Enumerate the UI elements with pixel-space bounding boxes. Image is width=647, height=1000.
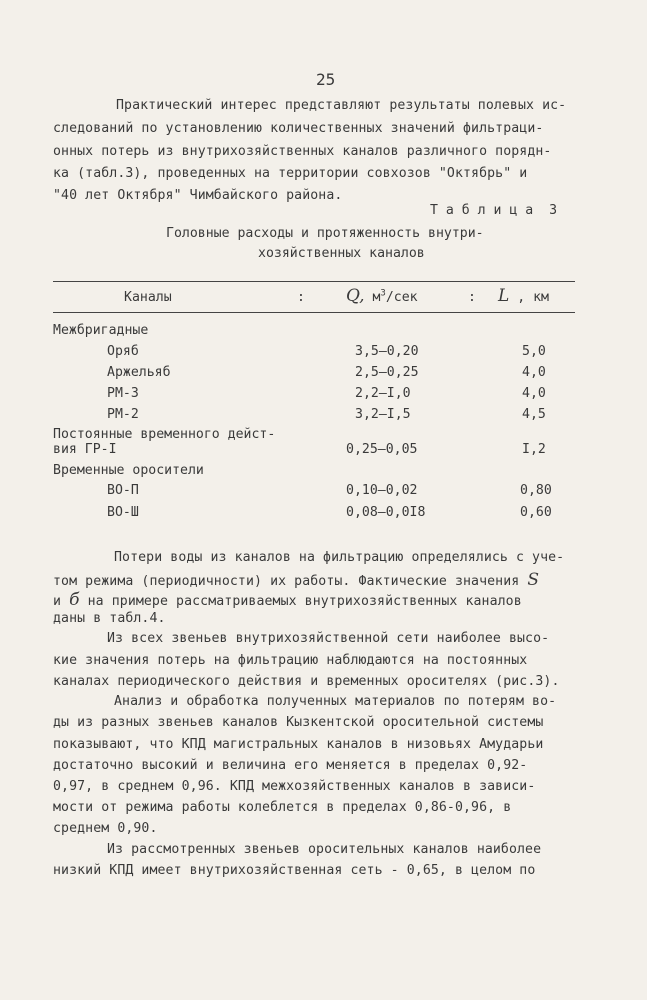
intro-line-3: онных потерь из внутрихозяйственных каналов различного порядн- [53,144,552,159]
table-row-l: 0,80 [520,483,552,498]
paragraph-line: том режима (периодичности) их работы. Фактические значения S [53,570,540,590]
table-row-q: 3,5–0,20 [355,344,419,359]
intro-line-1: Практический интерес представляют результаты полевых ис- [116,98,567,113]
paragraph-line: показывают, что КПД магистральных каналов в низовьях Амударьи [53,737,544,752]
table-row-name: РМ-2 [107,407,139,422]
paragraph-line: кие значения потерь на фильтрацию наблюдаются на постоянных [53,653,528,668]
table-row-l: 4,0 [522,386,546,401]
table-row-name: ВО-П [107,483,139,498]
paragraph-line: Потери воды из каналов на фильтрацию определялись с уче- [114,550,565,565]
paragraph-line: каналах периодического действия и временных оросителях (рис.3). [53,674,560,689]
group-label: Временные оросители [53,463,204,478]
table-label: Т а б л и ц а 3 [430,203,558,218]
group-label: Постоянные временного дейст- [53,427,276,442]
table-row-l: 4,5 [522,407,546,422]
table-row-name: Аржельяб [107,365,171,380]
table-row-l: 0,60 [520,505,552,520]
intro-line-4: ка (табл.3), проведенных на территории совхозов "Октябрь" и [53,166,528,181]
table-row-q: 0,10–0,02 [346,483,418,498]
table-row-l: I,2 [522,442,546,457]
header-length: L , км [498,286,549,306]
table-row-name: РМ-3 [107,386,139,401]
paragraph-line: низкий КПД имеет внутрихозяйственная сеть - 0,65, в целом по [53,863,536,878]
header-separator-2: : [468,290,476,305]
paragraph-line: среднем 0,90. [53,821,158,836]
table-row-q: 0,08–0,0I8 [346,505,426,520]
paragraph-line: Анализ и обработка полученных материалов по потерям во- [114,694,557,709]
paragraph-line: и б на примере рассматриваемых внутрихозяйственных каналов [53,590,522,610]
intro-line-2: следований по установлению количественных значений фильтраци- [53,121,544,136]
table-row-name: ВО-Ш [107,505,139,520]
table-row-l: 5,0 [522,344,546,359]
table-title-line-2: хозяйственных каналов [258,246,425,261]
paragraph-line: даны в табл.4. [53,611,166,626]
header-discharge: Q, $м^3$/сек [346,286,418,306]
group-label: Межбригадные [53,323,149,338]
table-title-line-1: Головные расходы и протяженность внутри- [166,226,484,241]
table-row-name: Оряб [107,344,139,359]
table-row-l: 4,0 [522,365,546,380]
paragraph-line: 0,97, в среднем 0,96. КПД межхозяйственных каналов в зависи- [53,779,536,794]
paragraph-line: Из рассмотренных звеньев оросительных каналов наиболее [107,842,542,857]
table-row-q: 0,25–0,05 [346,442,418,457]
table-row-q: 3,2–I,5 [355,407,411,422]
header-channels: Каналы [124,290,172,305]
sigma-symbol: б [69,590,80,610]
page-number: 25 [316,70,336,89]
table-row-q: 2,5–0,25 [355,365,419,380]
table-header-rule [53,312,575,313]
header-separator-1: : [297,290,305,305]
table-top-rule [53,281,575,282]
paragraph-line: Из всех звеньев внутрихозяйственной сети наиболее высо- [107,631,550,646]
paragraph-line: ды из разных звеньев каналов Кызкентской оросительной системы [53,715,544,730]
table-row-q: 2,2–I,0 [355,386,411,401]
table-row-name: вия ГР-I [53,442,117,457]
l-symbol: L [498,286,510,306]
paragraph-line: достаточно высокий и величина его меняется в пределах 0,92- [53,758,528,773]
q-symbol: Q, [346,286,365,306]
s-symbol: S [527,570,540,590]
intro-line-5: "40 лет Октября" Чимбайского района. [53,188,343,203]
paragraph-line: мости от режима работы колеблется в пределах 0,86-0,96, в [53,800,512,815]
